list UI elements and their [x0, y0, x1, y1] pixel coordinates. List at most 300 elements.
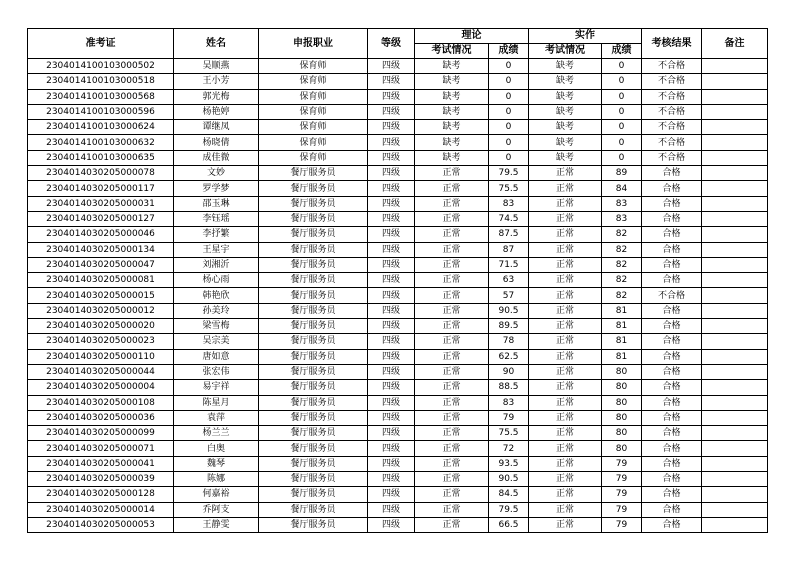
cell-ticket: 2304014100103000596 [28, 104, 174, 119]
cell-ticket: 2304014030205000012 [28, 303, 174, 318]
cell-theory-status: 正常 [415, 334, 489, 349]
cell-level: 四级 [368, 211, 415, 226]
cell-practice-score: 80 [602, 380, 642, 395]
cell-remark [702, 120, 768, 135]
cell-practice-status: 正常 [529, 288, 602, 303]
cell-practice-status: 缺考 [529, 59, 602, 74]
cell-practice-status: 正常 [529, 257, 602, 272]
table-header [28, 29, 768, 59]
table-row [28, 303, 768, 318]
cell-occupation: 餐厅服务员 [259, 426, 368, 441]
cell-ticket: 2304014030205000004 [28, 380, 174, 395]
cell-theory-status: 缺考 [415, 59, 489, 74]
cell-theory-score: 84.5 [489, 487, 529, 502]
header-occupation: 申报职业 [259, 29, 368, 59]
cell-practice-score: 83 [602, 196, 642, 211]
cell-level: 四级 [368, 364, 415, 379]
cell-theory-score: 78 [489, 334, 529, 349]
cell-name: 唐如意 [174, 349, 259, 364]
cell-level: 四级 [368, 472, 415, 487]
cell-practice-status: 正常 [529, 196, 602, 211]
cell-remark [702, 288, 768, 303]
cell-name: 吴顺燕 [174, 59, 259, 74]
cell-result: 合格 [642, 334, 702, 349]
table-row [28, 89, 768, 104]
cell-theory-status: 缺考 [415, 120, 489, 135]
cell-occupation: 餐厅服务员 [259, 487, 368, 502]
cell-practice-score: 84 [602, 181, 642, 196]
cell-result: 合格 [642, 456, 702, 471]
table-row [28, 395, 768, 410]
table-body [28, 59, 768, 533]
table-row [28, 104, 768, 119]
cell-occupation: 保育师 [259, 89, 368, 104]
cell-practice-score: 0 [602, 104, 642, 119]
cell-occupation: 餐厅服务员 [259, 410, 368, 425]
cell-occupation: 保育师 [259, 135, 368, 150]
cell-level: 四级 [368, 334, 415, 349]
cell-theory-score: 87.5 [489, 227, 529, 242]
cell-theory-status: 正常 [415, 426, 489, 441]
cell-theory-status: 正常 [415, 273, 489, 288]
cell-level: 四级 [368, 257, 415, 272]
cell-result: 合格 [642, 257, 702, 272]
cell-result: 合格 [642, 472, 702, 487]
cell-practice-status: 正常 [529, 472, 602, 487]
cell-occupation: 保育师 [259, 120, 368, 135]
cell-level: 四级 [368, 273, 415, 288]
cell-remark [702, 380, 768, 395]
table-row [28, 120, 768, 135]
cell-level: 四级 [368, 410, 415, 425]
cell-level: 四级 [368, 441, 415, 456]
cell-theory-status: 正常 [415, 502, 489, 517]
cell-occupation: 餐厅服务员 [259, 334, 368, 349]
cell-level: 四级 [368, 319, 415, 334]
cell-remark [702, 441, 768, 456]
cell-theory-score: 72 [489, 441, 529, 456]
cell-practice-score: 89 [602, 166, 642, 181]
cell-practice-status: 缺考 [529, 104, 602, 119]
cell-theory-score: 90 [489, 364, 529, 379]
cell-name: 王静雯 [174, 517, 259, 532]
cell-occupation: 餐厅服务员 [259, 441, 368, 456]
cell-theory-status: 正常 [415, 456, 489, 471]
header-theory-status: 考试情况 [415, 44, 489, 59]
cell-theory-status: 正常 [415, 166, 489, 181]
header-practice-score: 成绩 [602, 44, 642, 59]
cell-remark [702, 89, 768, 104]
cell-result: 不合格 [642, 150, 702, 165]
cell-practice-score: 82 [602, 227, 642, 242]
cell-ticket: 2304014030205000031 [28, 196, 174, 211]
cell-practice-score: 81 [602, 349, 642, 364]
cell-practice-score: 83 [602, 211, 642, 226]
cell-ticket: 2304014030205000110 [28, 349, 174, 364]
cell-ticket: 2304014100103000502 [28, 59, 174, 74]
cell-occupation: 餐厅服务员 [259, 303, 368, 318]
cell-ticket: 2304014030205000041 [28, 456, 174, 471]
cell-name: 吴宗美 [174, 334, 259, 349]
header-name: 姓名 [174, 29, 259, 59]
cell-theory-status: 正常 [415, 410, 489, 425]
cell-ticket: 2304014030205000015 [28, 288, 174, 303]
cell-result: 合格 [642, 380, 702, 395]
cell-result: 不合格 [642, 104, 702, 119]
cell-name: 王小芳 [174, 74, 259, 89]
cell-remark [702, 456, 768, 471]
cell-name: 李抒繁 [174, 227, 259, 242]
cell-level: 四级 [368, 288, 415, 303]
table-row [28, 502, 768, 517]
cell-theory-score: 0 [489, 89, 529, 104]
cell-occupation: 餐厅服务员 [259, 456, 368, 471]
cell-practice-score: 82 [602, 273, 642, 288]
cell-theory-score: 90.5 [489, 472, 529, 487]
cell-remark [702, 181, 768, 196]
cell-theory-score: 71.5 [489, 257, 529, 272]
cell-theory-status: 正常 [415, 288, 489, 303]
cell-result: 不合格 [642, 74, 702, 89]
table-row [28, 242, 768, 257]
cell-name: 陈星月 [174, 395, 259, 410]
cell-ticket: 2304014030205000071 [28, 441, 174, 456]
cell-practice-score: 79 [602, 502, 642, 517]
cell-occupation: 餐厅服务员 [259, 502, 368, 517]
cell-level: 四级 [368, 227, 415, 242]
cell-occupation: 餐厅服务员 [259, 166, 368, 181]
cell-practice-score: 81 [602, 319, 642, 334]
cell-name: 成佳微 [174, 150, 259, 165]
cell-name: 谭继凤 [174, 120, 259, 135]
cell-practice-status: 正常 [529, 334, 602, 349]
cell-remark [702, 196, 768, 211]
cell-remark [702, 227, 768, 242]
cell-result: 合格 [642, 517, 702, 532]
cell-practice-status: 正常 [529, 395, 602, 410]
header-theory-score: 成绩 [489, 44, 529, 59]
cell-level: 四级 [368, 135, 415, 150]
cell-theory-status: 正常 [415, 364, 489, 379]
cell-occupation: 餐厅服务员 [259, 181, 368, 196]
cell-theory-score: 79.5 [489, 502, 529, 517]
cell-occupation: 餐厅服务员 [259, 517, 368, 532]
cell-practice-status: 缺考 [529, 135, 602, 150]
cell-practice-status: 正常 [529, 181, 602, 196]
cell-result: 合格 [642, 487, 702, 502]
cell-theory-score: 89.5 [489, 319, 529, 334]
cell-remark [702, 150, 768, 165]
cell-occupation: 餐厅服务员 [259, 472, 368, 487]
table-row [28, 150, 768, 165]
cell-practice-status: 正常 [529, 364, 602, 379]
cell-theory-status: 缺考 [415, 89, 489, 104]
cell-ticket: 2304014030205000020 [28, 319, 174, 334]
cell-result: 合格 [642, 227, 702, 242]
table-row [28, 288, 768, 303]
cell-practice-score: 0 [602, 120, 642, 135]
cell-name: 陈娜 [174, 472, 259, 487]
cell-name: 韩艳欣 [174, 288, 259, 303]
cell-result: 合格 [642, 441, 702, 456]
cell-result: 不合格 [642, 59, 702, 74]
cell-name: 何嘉裕 [174, 487, 259, 502]
cell-theory-score: 0 [489, 120, 529, 135]
cell-remark [702, 502, 768, 517]
table-row [28, 257, 768, 272]
cell-remark [702, 74, 768, 89]
cell-theory-score: 0 [489, 59, 529, 74]
cell-occupation: 餐厅服务员 [259, 211, 368, 226]
table-row [28, 211, 768, 226]
table-row [28, 517, 768, 532]
cell-practice-score: 80 [602, 364, 642, 379]
cell-result: 不合格 [642, 120, 702, 135]
cell-theory-status: 正常 [415, 257, 489, 272]
cell-level: 四级 [368, 166, 415, 181]
cell-theory-status: 正常 [415, 517, 489, 532]
cell-practice-status: 正常 [529, 211, 602, 226]
table-row [28, 196, 768, 211]
cell-practice-status: 正常 [529, 410, 602, 425]
cell-theory-status: 正常 [415, 242, 489, 257]
cell-ticket: 2304014100103000632 [28, 135, 174, 150]
header-practice: 实作 [529, 29, 642, 44]
cell-remark [702, 364, 768, 379]
cell-remark [702, 334, 768, 349]
cell-level: 四级 [368, 89, 415, 104]
table-row [28, 364, 768, 379]
cell-theory-score: 88.5 [489, 380, 529, 395]
table-row [28, 319, 768, 334]
cell-ticket: 2304014100103000635 [28, 150, 174, 165]
cell-ticket: 2304014030205000039 [28, 472, 174, 487]
cell-practice-status: 正常 [529, 517, 602, 532]
cell-theory-status: 正常 [415, 303, 489, 318]
cell-practice-status: 正常 [529, 487, 602, 502]
cell-result: 不合格 [642, 135, 702, 150]
table-row [28, 456, 768, 471]
cell-theory-score: 0 [489, 150, 529, 165]
cell-result: 合格 [642, 502, 702, 517]
cell-name: 杨心雨 [174, 273, 259, 288]
cell-theory-score: 74.5 [489, 211, 529, 226]
cell-practice-score: 79 [602, 456, 642, 471]
cell-practice-score: 82 [602, 242, 642, 257]
cell-remark [702, 104, 768, 119]
cell-practice-score: 82 [602, 257, 642, 272]
cell-theory-status: 正常 [415, 319, 489, 334]
cell-remark [702, 257, 768, 272]
cell-practice-status: 缺考 [529, 150, 602, 165]
cell-ticket: 2304014030205000117 [28, 181, 174, 196]
table-row [28, 181, 768, 196]
table-row [28, 59, 768, 74]
cell-remark [702, 273, 768, 288]
cell-level: 四级 [368, 104, 415, 119]
cell-name: 袁萍 [174, 410, 259, 425]
table-row [28, 487, 768, 502]
results-table [27, 28, 768, 533]
cell-practice-status: 正常 [529, 349, 602, 364]
cell-practice-score: 79 [602, 472, 642, 487]
cell-theory-status: 缺考 [415, 74, 489, 89]
cell-occupation: 餐厅服务员 [259, 273, 368, 288]
table-row [28, 74, 768, 89]
cell-occupation: 餐厅服务员 [259, 288, 368, 303]
cell-name: 邵玉琳 [174, 196, 259, 211]
cell-practice-status: 正常 [529, 242, 602, 257]
cell-practice-score: 0 [602, 59, 642, 74]
cell-theory-score: 79 [489, 410, 529, 425]
cell-result: 合格 [642, 319, 702, 334]
cell-level: 四级 [368, 242, 415, 257]
cell-ticket: 2304014030205000053 [28, 517, 174, 532]
cell-practice-score: 82 [602, 288, 642, 303]
cell-practice-score: 0 [602, 135, 642, 150]
table-row [28, 410, 768, 425]
cell-theory-score: 62.5 [489, 349, 529, 364]
cell-theory-status: 正常 [415, 395, 489, 410]
cell-theory-status: 缺考 [415, 135, 489, 150]
table-row [28, 472, 768, 487]
cell-level: 四级 [368, 196, 415, 211]
cell-level: 四级 [368, 456, 415, 471]
cell-result: 合格 [642, 166, 702, 181]
cell-practice-score: 79 [602, 517, 642, 532]
cell-result: 合格 [642, 211, 702, 226]
cell-occupation: 餐厅服务员 [259, 395, 368, 410]
cell-theory-score: 63 [489, 273, 529, 288]
cell-remark [702, 242, 768, 257]
cell-theory-score: 83 [489, 196, 529, 211]
cell-theory-status: 正常 [415, 380, 489, 395]
cell-theory-score: 75.5 [489, 181, 529, 196]
cell-theory-status: 正常 [415, 487, 489, 502]
header-theory: 理论 [415, 29, 529, 44]
cell-ticket: 2304014100103000568 [28, 89, 174, 104]
cell-ticket: 2304014030205000134 [28, 242, 174, 257]
cell-name: 易宇祥 [174, 380, 259, 395]
cell-name: 文妙 [174, 166, 259, 181]
cell-theory-score: 90.5 [489, 303, 529, 318]
header-level: 等级 [368, 29, 415, 59]
cell-practice-status: 缺考 [529, 120, 602, 135]
cell-level: 四级 [368, 181, 415, 196]
cell-result: 不合格 [642, 288, 702, 303]
cell-name: 杨晓倩 [174, 135, 259, 150]
cell-result: 合格 [642, 181, 702, 196]
cell-occupation: 餐厅服务员 [259, 227, 368, 242]
cell-practice-score: 0 [602, 74, 642, 89]
cell-practice-status: 正常 [529, 303, 602, 318]
table-row [28, 380, 768, 395]
cell-level: 四级 [368, 426, 415, 441]
cell-name: 梁雪梅 [174, 319, 259, 334]
cell-practice-score: 0 [602, 89, 642, 104]
cell-name: 李钰瑶 [174, 211, 259, 226]
cell-theory-status: 正常 [415, 211, 489, 226]
cell-name: 张宏伟 [174, 364, 259, 379]
cell-remark [702, 135, 768, 150]
cell-theory-score: 79.5 [489, 166, 529, 181]
cell-practice-status: 正常 [529, 441, 602, 456]
cell-name: 魏琴 [174, 456, 259, 471]
cell-theory-score: 0 [489, 104, 529, 119]
cell-practice-status: 正常 [529, 273, 602, 288]
cell-practice-status: 正常 [529, 426, 602, 441]
cell-remark [702, 426, 768, 441]
cell-name: 杨兰兰 [174, 426, 259, 441]
cell-occupation: 餐厅服务员 [259, 257, 368, 272]
cell-theory-status: 正常 [415, 181, 489, 196]
cell-result: 合格 [642, 364, 702, 379]
cell-remark [702, 303, 768, 318]
header-practice-status: 考试情况 [529, 44, 602, 59]
cell-theory-score: 0 [489, 135, 529, 150]
cell-practice-status: 正常 [529, 227, 602, 242]
cell-theory-status: 正常 [415, 196, 489, 211]
cell-practice-status: 缺考 [529, 89, 602, 104]
cell-remark [702, 487, 768, 502]
cell-name: 罗学梦 [174, 181, 259, 196]
table-row [28, 135, 768, 150]
table-row [28, 426, 768, 441]
table-row [28, 273, 768, 288]
cell-practice-score: 80 [602, 395, 642, 410]
cell-result: 不合格 [642, 89, 702, 104]
cell-name: 王星宇 [174, 242, 259, 257]
cell-ticket: 2304014030205000108 [28, 395, 174, 410]
cell-remark [702, 211, 768, 226]
cell-remark [702, 319, 768, 334]
cell-ticket: 2304014030205000127 [28, 211, 174, 226]
cell-ticket: 2304014030205000036 [28, 410, 174, 425]
cell-theory-score: 0 [489, 74, 529, 89]
cell-occupation: 保育师 [259, 59, 368, 74]
cell-name: 白奥 [174, 441, 259, 456]
cell-level: 四级 [368, 59, 415, 74]
table-row [28, 227, 768, 242]
cell-occupation: 餐厅服务员 [259, 196, 368, 211]
cell-occupation: 保育师 [259, 104, 368, 119]
cell-level: 四级 [368, 120, 415, 135]
cell-remark [702, 59, 768, 74]
header-result: 考核结果 [642, 29, 702, 59]
cell-theory-score: 66.5 [489, 517, 529, 532]
cell-occupation: 保育师 [259, 150, 368, 165]
cell-theory-status: 缺考 [415, 104, 489, 119]
cell-remark [702, 410, 768, 425]
cell-result: 合格 [642, 426, 702, 441]
cell-ticket: 2304014100103000624 [28, 120, 174, 135]
cell-result: 合格 [642, 410, 702, 425]
cell-ticket: 2304014030205000046 [28, 227, 174, 242]
cell-result: 合格 [642, 349, 702, 364]
cell-level: 四级 [368, 150, 415, 165]
cell-theory-score: 57 [489, 288, 529, 303]
cell-practice-status: 正常 [529, 456, 602, 471]
cell-level: 四级 [368, 517, 415, 532]
cell-theory-status: 正常 [415, 441, 489, 456]
cell-practice-score: 79 [602, 487, 642, 502]
cell-level: 四级 [368, 380, 415, 395]
cell-result: 合格 [642, 242, 702, 257]
header-remark: 备注 [702, 29, 768, 59]
cell-level: 四级 [368, 487, 415, 502]
cell-occupation: 餐厅服务员 [259, 364, 368, 379]
cell-result: 合格 [642, 395, 702, 410]
